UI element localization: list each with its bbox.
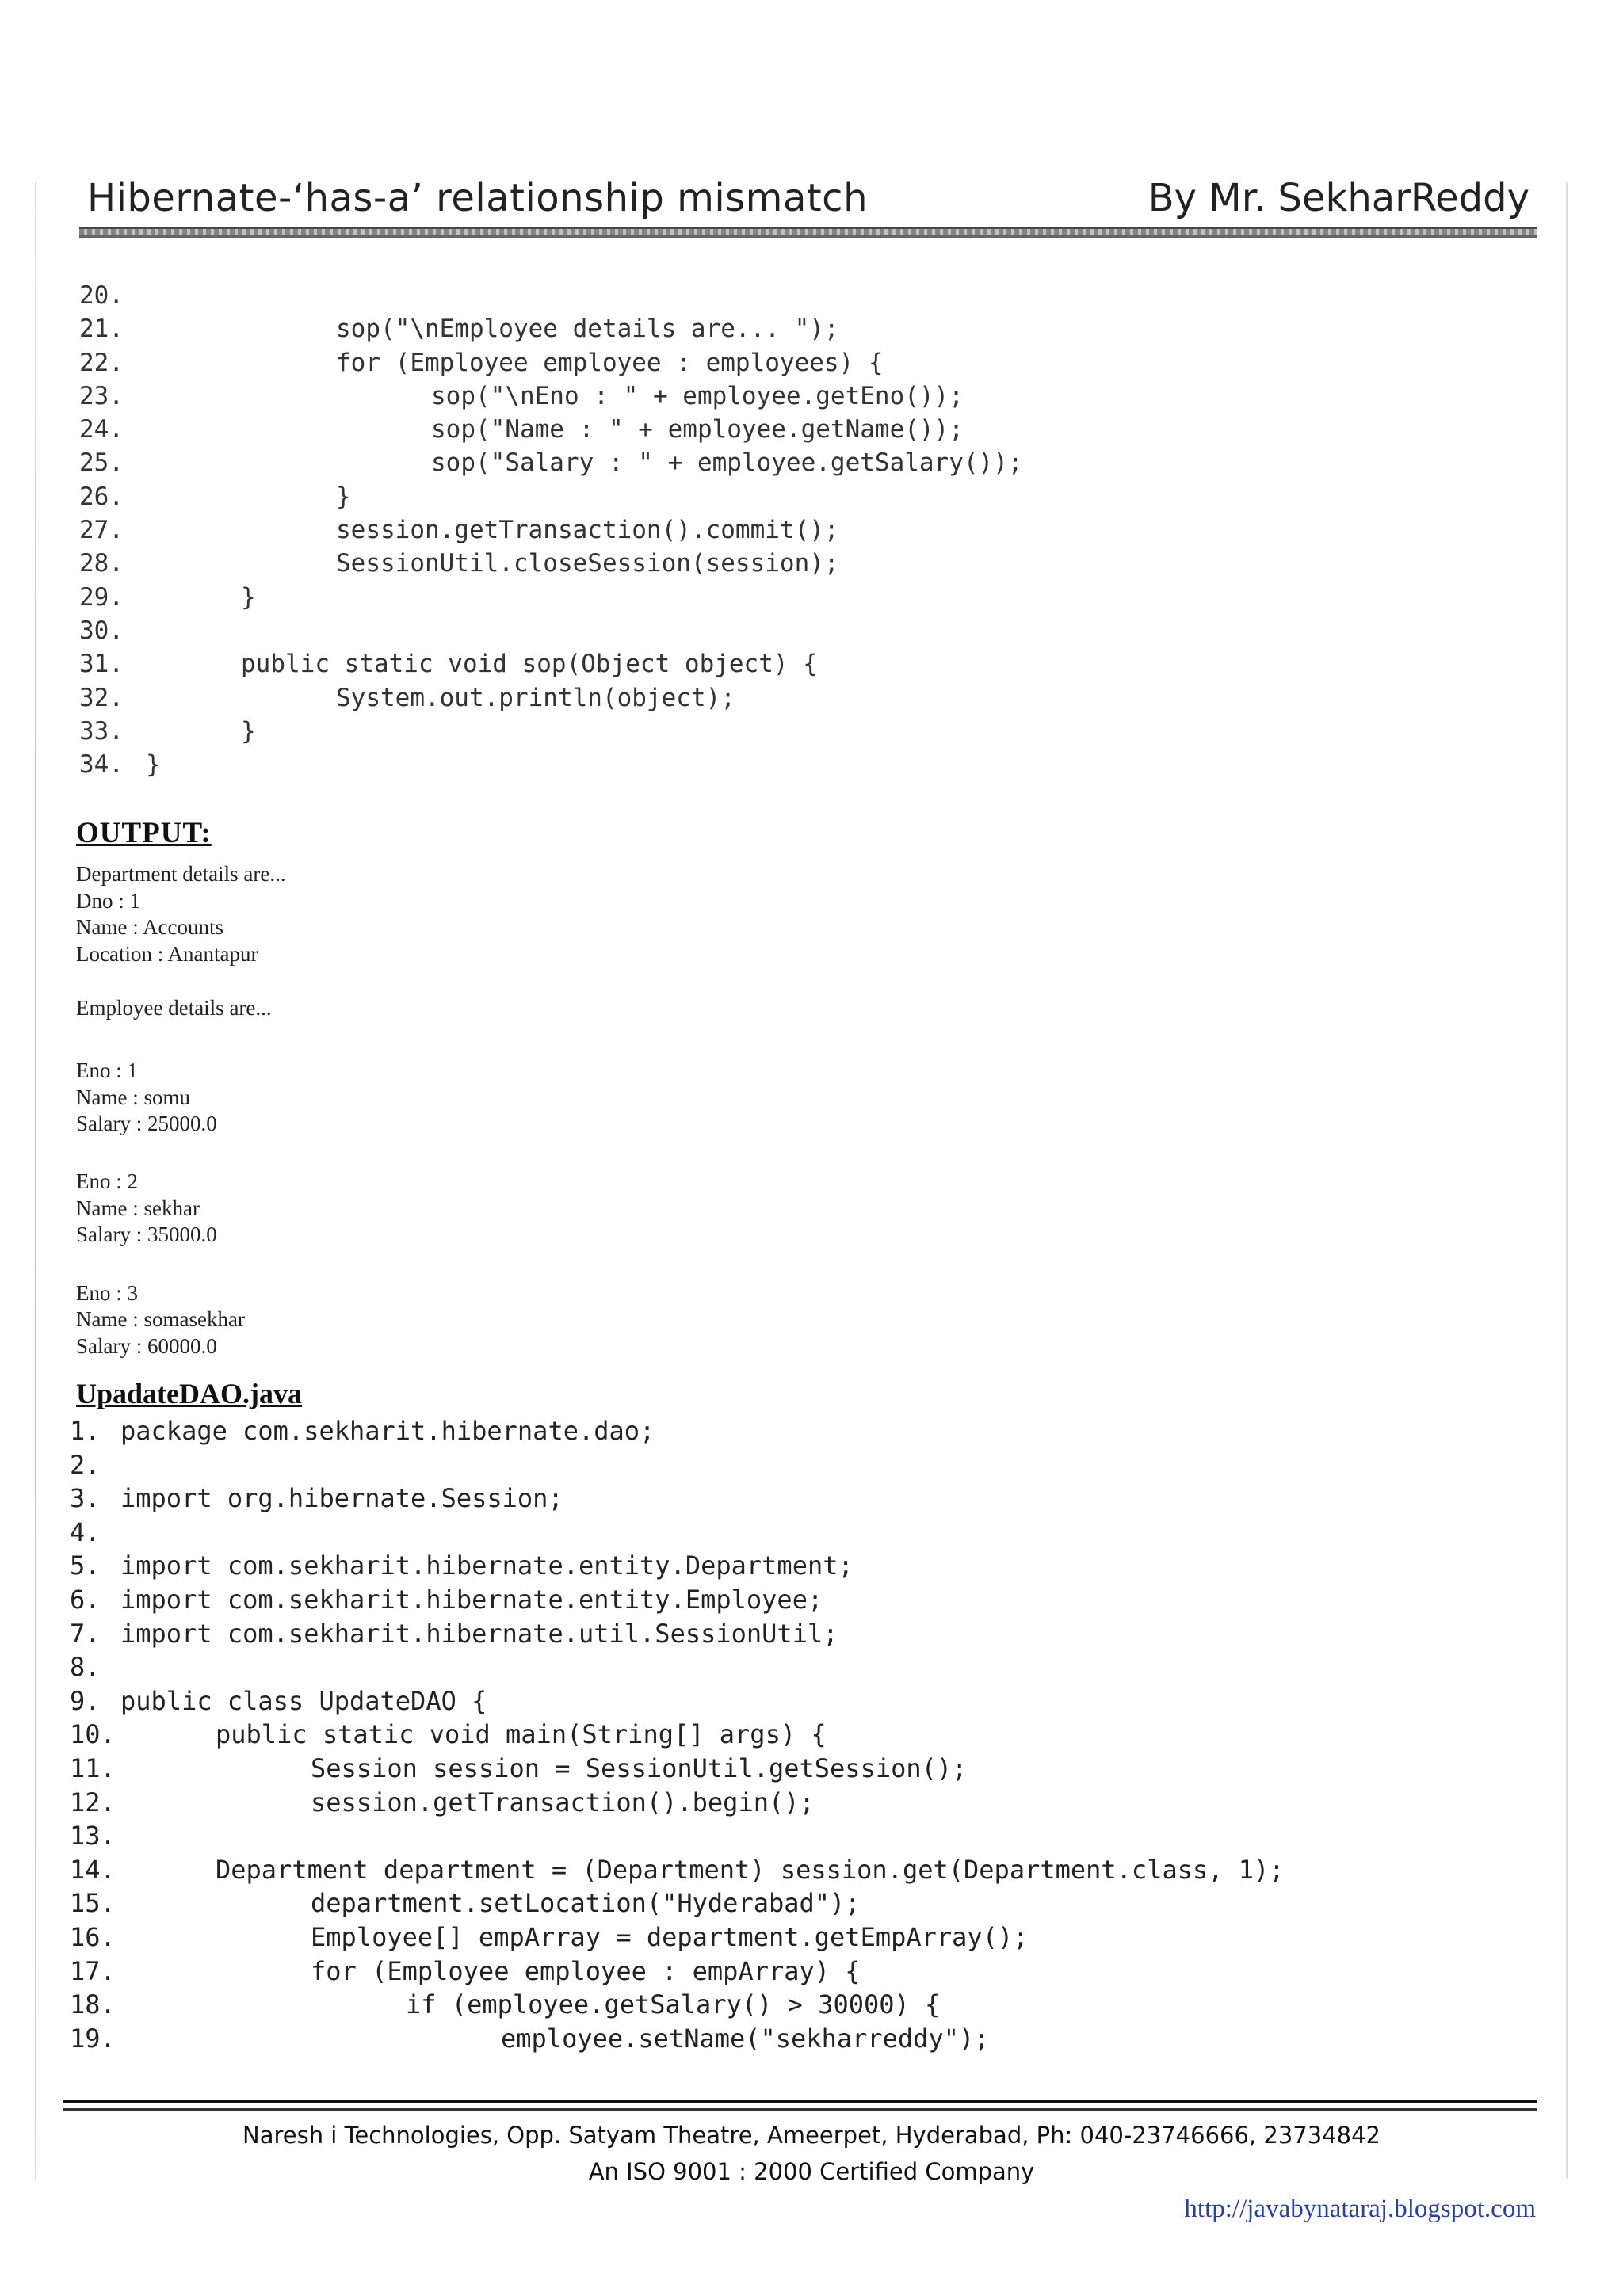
code-text: } (336, 482, 351, 511)
code-text: import org.hibernate.Session; (120, 1483, 563, 1514)
line-number: 32. (79, 683, 124, 712)
code-text: } (241, 716, 256, 746)
code-text: sop("Salary : " + employee.getSalary()); (431, 448, 1023, 478)
code-text: for (Employee employee : employees) { (336, 348, 884, 377)
code-text: sop("\nEmployee details are... "); (336, 315, 839, 344)
header-title: Hibernate-‘has-a’ relationship mismatch (87, 176, 868, 220)
code-line (79, 681, 1023, 715)
output-line: Employee details are... (76, 996, 272, 1020)
code-text: import com.sekharit.hibernate.entity.Department; (120, 1550, 854, 1581)
line-number: 24. (79, 415, 124, 444)
code-line (70, 2022, 1285, 2056)
output-line: Name : Accounts (76, 915, 223, 939)
output-line: Dno : 1 (76, 889, 140, 913)
footer-rule (63, 2100, 1537, 2111)
line-number: 14. (70, 1854, 116, 1885)
code-text: import com.sekharit.hibernate.entity.Employee; (120, 1584, 823, 1615)
code-line (70, 1448, 1285, 1482)
scan-margin-right (1566, 182, 1568, 2179)
code-text: public static void main(String[] args) { (216, 1719, 827, 1750)
code-text: if (employee.getSalary() > 30000) { (406, 1989, 941, 2020)
line-number: 34. (79, 750, 124, 780)
code-text: import com.sekharit.hibernate.util.SessionUtil; (120, 1618, 838, 1649)
code-line (79, 715, 1023, 748)
line-number: 1. (70, 1416, 101, 1446)
output-line: Eno : 2 (76, 1169, 138, 1193)
line-number: 21. (79, 315, 124, 344)
line-number: 27. (79, 516, 124, 545)
code-line (79, 513, 1023, 547)
code-text: System.out.println(object); (336, 683, 735, 712)
code-line (79, 346, 1023, 379)
code-line (70, 1650, 1285, 1684)
output-line: Location : Anantapur (76, 942, 258, 966)
code-text: Employee[] empArray = department.getEmpArray(); (311, 1921, 1029, 1952)
header-author: By Mr. SekharReddy (1148, 176, 1529, 220)
code-text: SessionUtil.closeSession(session); (336, 549, 839, 578)
code-line (79, 279, 1023, 312)
footer-certification: An ISO 9001 : 2000 Certified Company (588, 2158, 1035, 2185)
code-line (79, 547, 1023, 580)
code-line (79, 581, 1023, 614)
output-line: Eno : 3 (76, 1281, 138, 1305)
output-line: Salary : 60000.0 (76, 1334, 217, 1358)
code-text: for (Employee employee : empArray) { (311, 1955, 861, 1986)
code-line (79, 647, 1023, 681)
code-text: public static void sop(Object object) { (241, 650, 818, 679)
code-text: sop("\nEno : " + employee.getEno()); (431, 381, 964, 410)
line-number: 17. (70, 1955, 116, 1986)
line-number: 18. (70, 1989, 116, 2020)
code-line (70, 1886, 1285, 1920)
code-text: package com.sekharit.hibernate.dao; (120, 1416, 655, 1446)
line-number: 8. (70, 1652, 101, 1683)
line-number: 29. (79, 582, 124, 612)
footer-url (1184, 2195, 1536, 2224)
output-heading: OUTPUT: (76, 817, 212, 849)
output-line: Department details are... (76, 862, 286, 886)
line-number: 13. (70, 1821, 116, 1852)
code-text: Session session = SessionUtil.getSession(); (311, 1753, 968, 1783)
line-number: 26. (79, 482, 124, 511)
output-line: Salary : 25000.0 (76, 1112, 217, 1135)
code-line (79, 312, 1023, 345)
code-line (70, 1482, 1285, 1516)
line-number: 16. (70, 1921, 116, 1952)
line-number: 25. (79, 448, 124, 478)
line-number: 33. (79, 716, 124, 746)
line-number: 12. (70, 1787, 116, 1817)
code-text: } (241, 582, 256, 612)
line-number: 22. (79, 348, 124, 377)
code-line (79, 413, 1023, 446)
code-text: session.getTransaction().commit(); (336, 516, 839, 545)
line-number: 11. (70, 1753, 116, 1783)
line-number: 23. (79, 381, 124, 410)
code-line (70, 1718, 1285, 1752)
code-line (70, 1819, 1285, 1853)
code-line (70, 1752, 1285, 1786)
line-number: 28. (79, 549, 124, 578)
code-line (70, 1920, 1285, 1955)
code-line (70, 1617, 1285, 1651)
code-line (70, 1955, 1285, 1989)
line-number: 10. (70, 1719, 116, 1750)
line-number: 9. (70, 1685, 101, 1716)
code-text: department.setLocation("Hyderabad"); (311, 1888, 861, 1919)
line-number: 19. (70, 2023, 116, 2054)
footer-url-text: http://javabynataraj.blogspot.com (1184, 2195, 1536, 2223)
code-line (79, 748, 1023, 781)
header-rule (79, 227, 1537, 238)
line-number: 6. (70, 1584, 101, 1615)
code-text: sop("Name : " + employee.getName()); (431, 415, 964, 444)
code-line (70, 1549, 1285, 1583)
code-listing-updatedao (70, 1414, 1285, 2055)
code-text: public class UpdateDAO { (120, 1685, 487, 1716)
line-number: 31. (79, 650, 124, 679)
code-line (70, 1853, 1285, 1887)
line-number: 7. (70, 1618, 101, 1649)
code-line (70, 1414, 1285, 1448)
line-number: 2. (70, 1449, 101, 1480)
code-text: Department department = (Department) session.get(Department.class, 1); (216, 1854, 1285, 1885)
code-line (70, 1684, 1285, 1718)
line-number: 4. (70, 1516, 101, 1547)
code-line (70, 1516, 1285, 1550)
code-line (70, 1988, 1285, 2022)
code-text: } (146, 750, 161, 780)
footer-address: Naresh i Technologies, Opp. Satyam Theatre, Ameerpet, Hyderabad, Ph: 040-23746666, 23734842 (242, 2122, 1381, 2149)
code-listing-top (79, 279, 1023, 781)
output-line: Name : somasekhar (76, 1307, 245, 1331)
line-number: 15. (70, 1888, 116, 1919)
output-line: Eno : 1 (76, 1058, 138, 1082)
line-number: 20. (79, 281, 124, 310)
line-number: 5. (70, 1550, 101, 1581)
code-line (79, 614, 1023, 647)
code-line (79, 446, 1023, 479)
code-line (70, 1786, 1285, 1820)
line-number: 30. (79, 616, 124, 645)
code-text: session.getTransaction().begin(); (311, 1787, 815, 1817)
updatedao-heading: UpadateDAO.java (76, 1378, 302, 1409)
line-number: 3. (70, 1483, 101, 1514)
code-text: employee.setName("sekharreddy"); (501, 2023, 990, 2054)
code-line (79, 480, 1023, 513)
scan-margin-left (35, 182, 36, 2179)
code-line (79, 379, 1023, 413)
output-line: Salary : 35000.0 (76, 1222, 217, 1246)
output-line: Name : sekhar (76, 1196, 200, 1220)
output-line: Name : somu (76, 1085, 190, 1109)
code-line (70, 1583, 1285, 1617)
